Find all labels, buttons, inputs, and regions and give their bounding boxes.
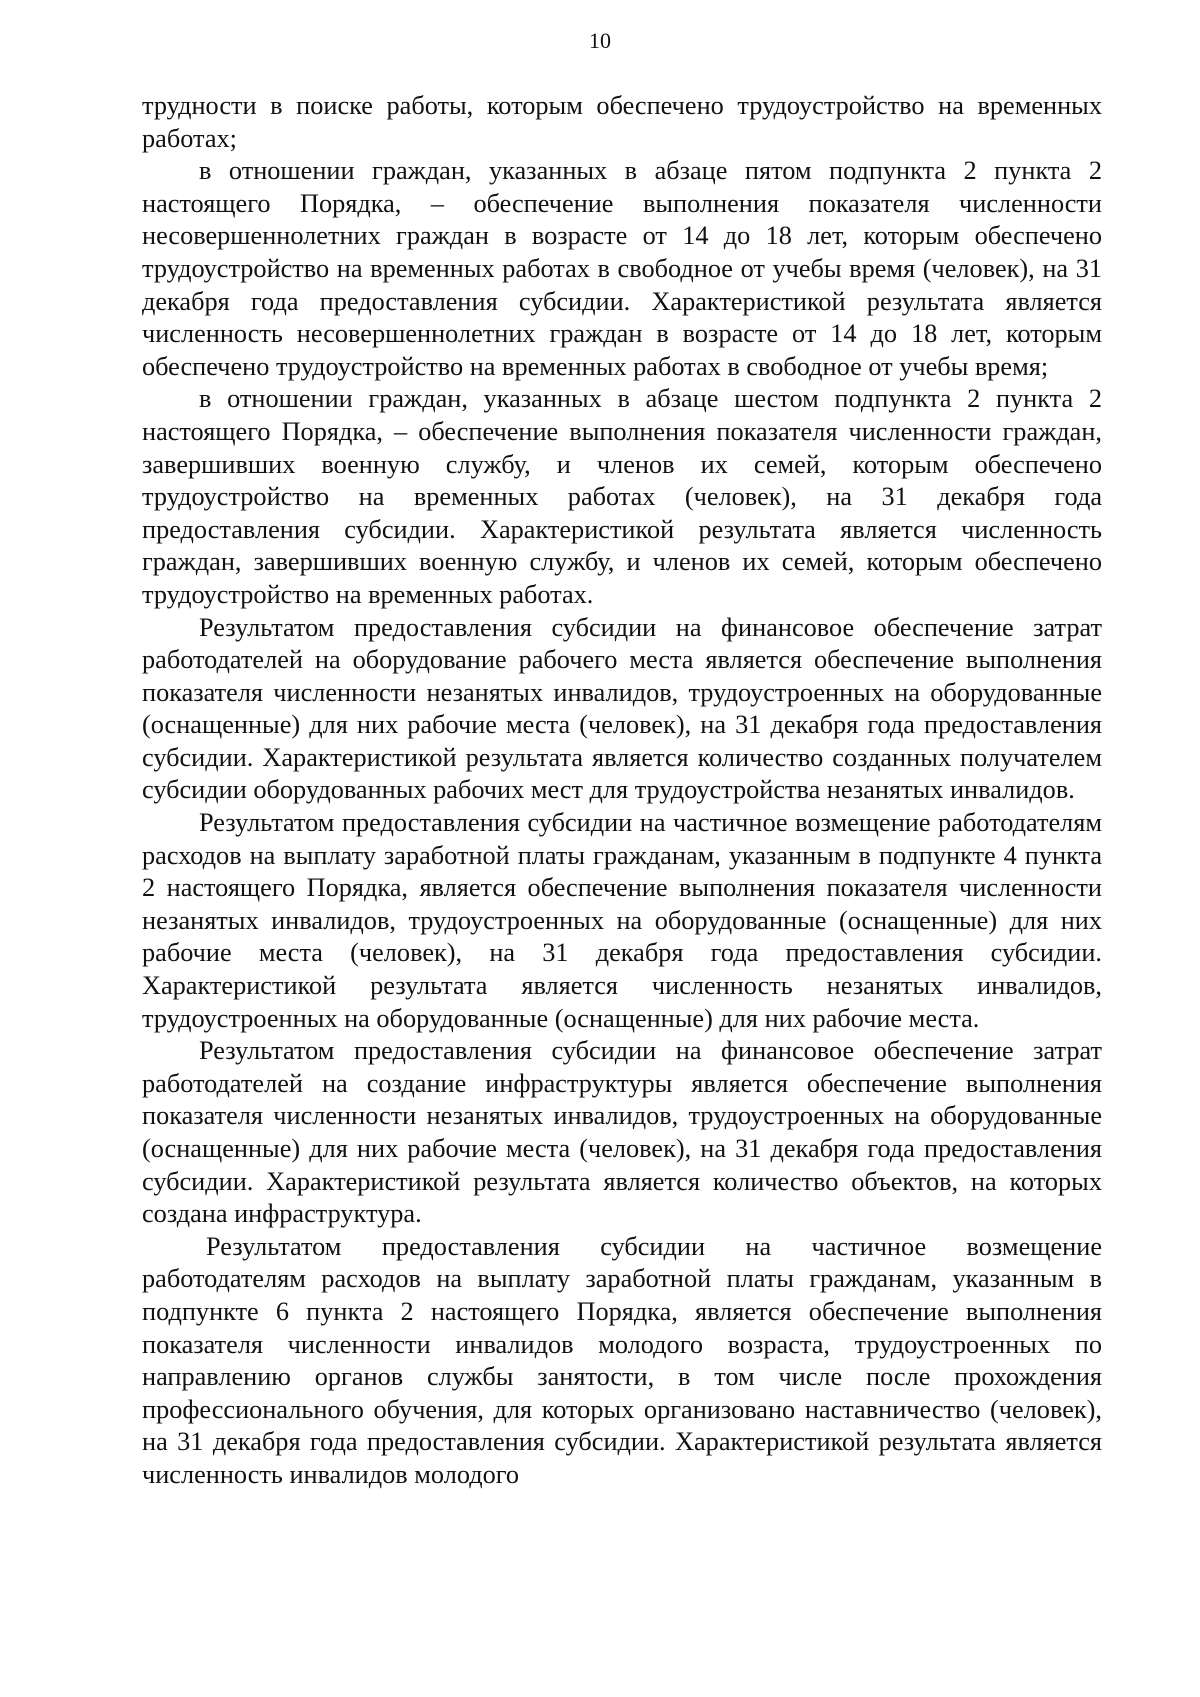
paragraph-sixth-subparagraph: в отношении граждан, указанных в абзаце шестом подпункта 2 пункта 2 настоящего Порядка, – обеспечение выполнения показателя численности граждан, завершивших военную службу, и членов их семей, которым обеспечено трудоустройство на временных работах (человек), на 31 декабря года предоставления субсидии. Характеристикой результата является численность граждан, завершивших военную службу, и членов их семей, которым обеспечено трудоустройство на временных работах. bbox=[142, 384, 1102, 609]
paragraph-infrastructure: Результатом предоставления субсидии на финансовое обеспечение затрат работодателей на создание инфраструктуры является обеспечение выполнения показателя численности незанятых инвалидов, трудоустроенных на оборудованные (оснащенные) для них рабочие места (человек), на 31 декабря года предоставления субсидии. Характеристикой результата является количество объектов, на которых создана инфраструктура. bbox=[142, 1036, 1102, 1229]
page-number: 10 bbox=[589, 28, 611, 53]
paragraph-salary-subparagraph-4: Результатом предоставления субсидии на частичное возмещение работодателям расходов на выплату заработной платы гражданам, указанным в подпункте 4 пункта 2 настоящего Порядка, является обеспечение выполнения показателя численности незанятых инвалидов, трудоустроенных на оборудованные (оснащенные) для них рабочие места (человек), на 31 декабря года предоставления субсидии. Характеристикой результата является численность незанятых инвалидов, трудоустроенных на оборудованные (оснащенные) для них рабочие места. bbox=[142, 808, 1102, 1033]
paragraph-continuation: трудности в поиске работы, которым обеспечено трудоустройство на временных работах; bbox=[142, 91, 1102, 153]
paragraph-workplace-equipment: Результатом предоставления субсидии на финансовое обеспечение затрат работодателей на оборудование рабочего места является обеспечение выполнения показателя численности незанятых инвалидов, трудоустроенных на оборудованные (оснащенные) для них рабочие места (человек), на 31 декабря года предоставления субсидии. Характеристикой результата является количество созданных получателем субсидии оборудованных рабочих мест для трудоустройства незанятых инвалидов. bbox=[142, 612, 1102, 805]
document-body bbox=[142, 90, 1102, 1492]
paragraph-fifth-subparagraph: в отношении граждан, указанных в абзаце пятом подпункта 2 пункта 2 настоящего Порядка, – обеспечение выполнения показателя численности несовершеннолетних граждан в возрасте от 14 до 18 лет, которым обеспечено трудоустройство на временных работах в свободное от учебы время (человек), на 31 декабря года предоставления субсидии. Характеристикой результата является численность несовершеннолетних граждан в возрасте от 14 до 18 лет, которым обеспечено трудоустройство на временных работах в свободное от учебы время; bbox=[142, 156, 1102, 381]
paragraph-salary-subparagraph-6: Результатом предоставления субсидии на частичное возмещение работодателям расходов на выплату заработной платы гражданам, указанным в подпункте 6 пункта 2 настоящего Порядка, является обеспечение выполнения показателя численности инвалидов молодого возраста, трудоустроенных по направлению органов службы занятости, в том числе после прохождения профессионального обучения, для которых организовано наставничество (человек), на 31 декабря года предоставления субсидии. Характеристикой результата является численность инвалидов молодого bbox=[142, 1231, 1102, 1489]
